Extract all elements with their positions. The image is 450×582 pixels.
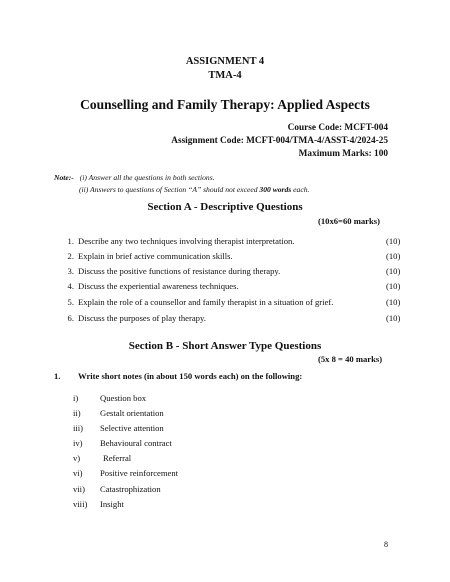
maximum-marks: Maximum Marks: 100 — [298, 149, 388, 159]
question-marks: (10) — [386, 313, 401, 323]
section-b-question-number: 1. — [54, 371, 61, 381]
question-a6 — [0, 313, 450, 325]
item-roman-numeral: iii) — [73, 423, 84, 433]
item-label: Positive reinforcement — [100, 468, 179, 478]
question-marks: (10) — [386, 251, 401, 261]
question-text: Discuss the purposes of play therapy. — [78, 313, 206, 323]
course-title: Counselling and Family Therapy: Applied Aspects — [80, 97, 370, 112]
item-label: Selective attention — [100, 423, 164, 433]
question-text: Describe any two techniques involving therapist interpretation. — [78, 236, 295, 246]
short-note-item — [0, 468, 450, 480]
question-text: Explain in brief active communication skills. — [78, 251, 233, 261]
section-b-marks: (5x 8 = 40 marks) — [318, 354, 383, 364]
note-line-2: (ii) Answers to questions of Section “A” should not exceed 300 words each. — [79, 185, 310, 194]
short-note-item — [0, 408, 450, 420]
item-roman-numeral: vii) — [73, 484, 85, 494]
question-a5 — [0, 297, 450, 309]
item-roman-numeral: i) — [73, 393, 79, 403]
note-label: Note:- — [54, 173, 74, 182]
item-label: Referral — [103, 453, 132, 463]
section-a-marks: (10x6=60 marks) — [318, 216, 380, 226]
section-b-question-text: Write short notes (in about 150 words each) on the following: — [78, 371, 303, 381]
question-number: 1. — [67, 236, 74, 246]
question-number: 6. — [67, 313, 74, 323]
short-note-item — [0, 499, 450, 511]
question-a2 — [0, 251, 450, 263]
short-note-item — [0, 393, 450, 405]
item-roman-numeral: v) — [73, 453, 81, 463]
item-label: Insight — [100, 499, 124, 509]
question-marks: (10) — [386, 266, 401, 276]
item-roman-numeral: iv) — [73, 438, 83, 448]
question-number: 2. — [67, 251, 74, 261]
question-text: Discuss the experiential awareness techniques. — [78, 281, 239, 291]
item-label: Gestalt orientation — [100, 408, 164, 418]
assignment-code: Assignment Code: MCFT-004/TMA-4/ASST-4/2024-25 — [171, 136, 388, 146]
tma-heading: TMA-4 — [208, 70, 242, 81]
question-number: 4. — [67, 281, 74, 291]
section-a-title: Section A - Descriptive Questions — [147, 201, 303, 213]
assignment-heading: ASSIGNMENT 4 — [185, 56, 265, 67]
short-note-item — [0, 453, 450, 465]
item-label: Question box — [100, 393, 147, 403]
question-a4 — [0, 281, 450, 293]
question-a3 — [0, 266, 450, 278]
short-note-item — [0, 438, 450, 450]
course-code: Course Code: MCFT-004 — [287, 123, 388, 133]
question-marks: (10) — [386, 297, 401, 307]
question-text: Discuss the positive functions of resistance during therapy. — [78, 266, 281, 276]
page-number: 8 — [384, 540, 388, 549]
question-number: 5. — [67, 297, 74, 307]
item-label: Catastrophization — [100, 484, 161, 494]
short-note-item — [0, 423, 450, 435]
note-line-1: (i) Answer all the questions in both sections. — [79, 173, 215, 182]
question-number: 3. — [67, 266, 74, 276]
item-roman-numeral: vi) — [73, 468, 83, 478]
short-note-item — [0, 484, 450, 496]
note-label-row — [54, 173, 215, 182]
item-roman-numeral: ii) — [73, 408, 81, 418]
question-a1 — [0, 236, 450, 248]
question-marks: (10) — [386, 281, 401, 291]
item-label: Behavioural contract — [100, 438, 172, 448]
question-marks: (10) — [386, 236, 401, 246]
question-text: Explain the role of a counsellor and family therapist in a situation of grief. — [78, 297, 334, 307]
section-b-title: Section B - Short Answer Type Questions — [128, 340, 322, 352]
item-roman-numeral: viii) — [73, 499, 88, 509]
